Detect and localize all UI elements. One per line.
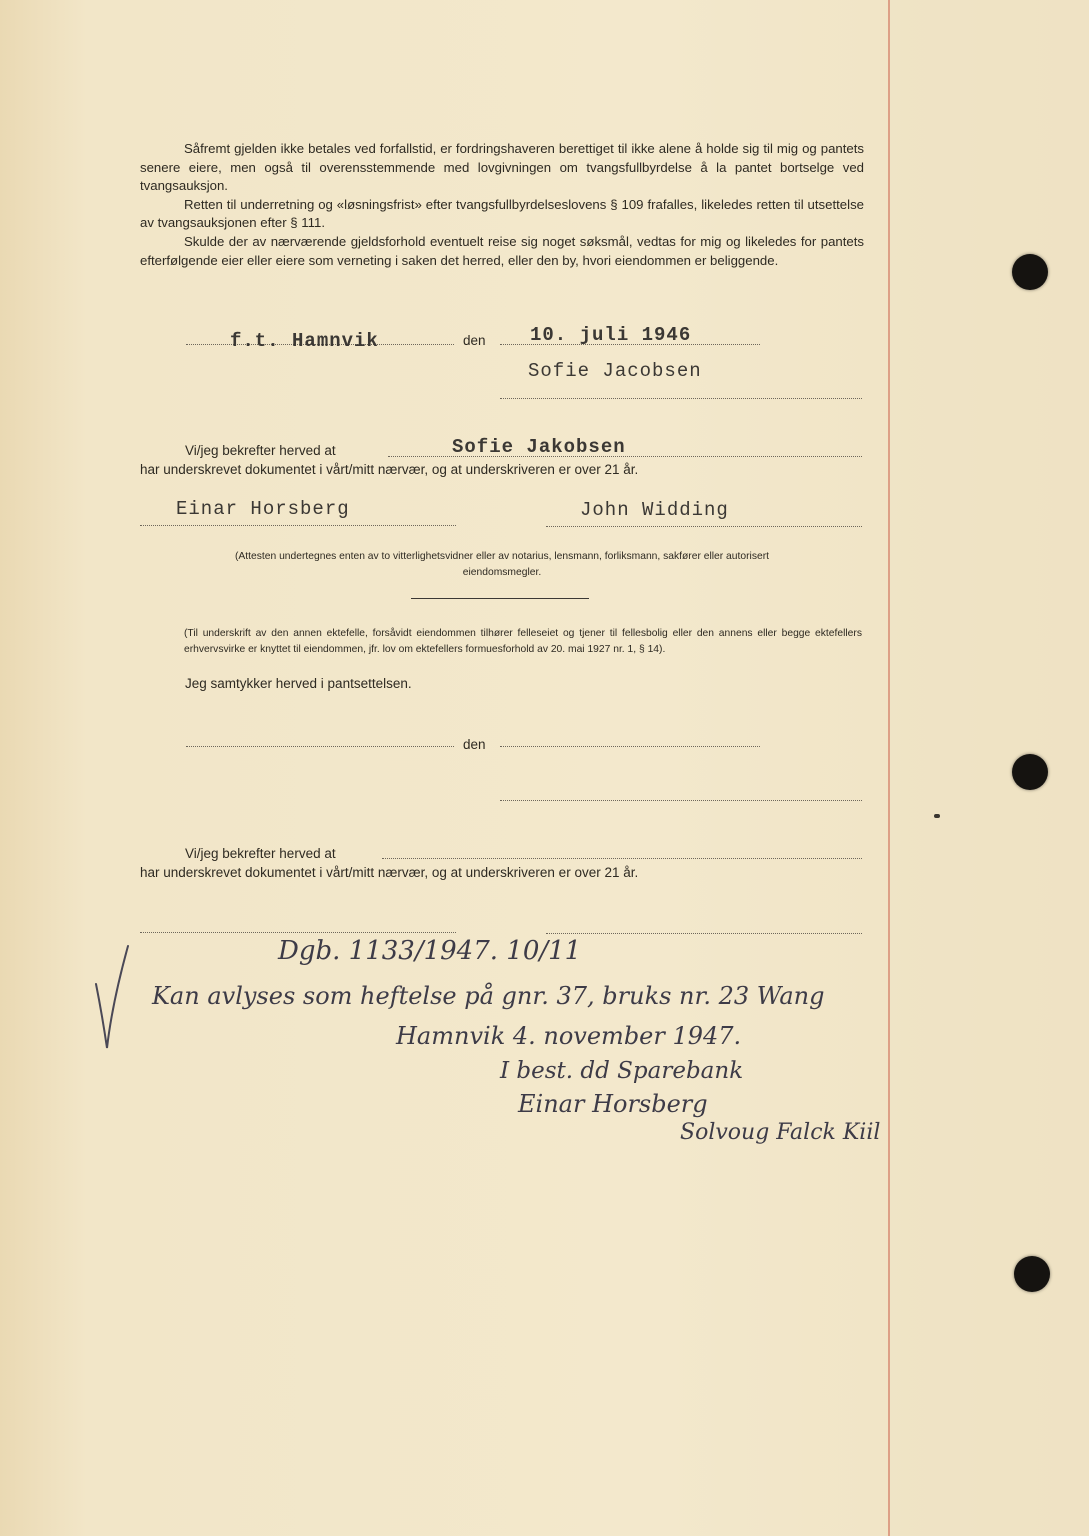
terms-paragraph-1: Såfremt gjelden ikke betales ved forfallstid, er fordringshaveren berettiget til ikke alene å holde sig til mig og pantets senere eiere, men også til overensstemmende med lovgivningen om tvangsfullbyrdelse å la pantet bortselge ved tvangsauksjon. — [140, 141, 864, 194]
attest-note: (Attesten undertegnes enten av to vitterlighetsvidner eller av notarius, lensmann, forliksmann, sakfører eller autorisert eiendomsmegler. — [235, 551, 769, 578]
date-typed: 10. juli 1946 — [530, 324, 692, 346]
handwritten-release-note: Kan avlyses som heftelse på gnr. 37, bruks nr. 23 Wang — [152, 982, 825, 1010]
attest-statement-1: har underskrevet dokumentet i vårt/mitt nærvær, og at underskriveren er over 21 år. — [140, 462, 639, 477]
ink-speck — [934, 814, 940, 818]
handwritten-bank: I best. dd Sparebank — [500, 1058, 744, 1084]
date-den-label: den — [463, 333, 486, 348]
witness-4-line — [546, 933, 862, 934]
attest-statement-2: har underskrevet dokumentet i vårt/mitt nærvær, og at underskriveren er over 21 år. — [140, 865, 639, 880]
place-typed: f.t. Hamnvik — [230, 330, 379, 352]
witness-1-line — [140, 525, 456, 526]
attested-name-typed: Sofie Jakobsen — [452, 436, 626, 458]
margin-strip — [890, 0, 1089, 1536]
signer-line — [500, 398, 862, 399]
signer-typed: Sofie Jacobsen — [528, 360, 702, 382]
witness-1-typed: Einar Horsberg — [176, 498, 350, 520]
terms-paragraph-2: Retten til underretning og «løsningsfrist» efter tvangsfullbyrdelseslovens § 109 frafalles, likeledes retten til utsettelse av tvangsauksjonen efter § 111. — [140, 196, 864, 231]
consent-place-line — [186, 746, 454, 747]
handwritten-signature-horsberg: Einar Horsberg — [518, 1090, 708, 1118]
handwritten-place-date: Hamnvik 4. november 1947. — [396, 1022, 742, 1050]
punch-hole-top — [1012, 254, 1048, 290]
spouse-note: (Til underskrift av den annen ektefelle, forsåvidt eiendommen tilhører felleseiet og tjener til fellesbolig eller den annens eller begge ektefellers erhvervsvirke er knyttet til eiendommen, jfr. lov om ektefellers formuesforhold av 20. mai 1927 nr. 1, § 14). — [184, 628, 862, 655]
red-margin-line — [888, 0, 890, 1536]
consent-text: Jeg samtykker herved i pantsettelsen. — [185, 676, 412, 691]
consent-den-label: den — [463, 737, 486, 752]
witness-2-line — [546, 526, 862, 527]
consent-date-line — [500, 746, 760, 747]
punch-hole-bottom — [1014, 1256, 1050, 1292]
witness-3-line — [140, 932, 456, 933]
confirm-line-2 — [382, 858, 862, 859]
divider-rule — [411, 598, 589, 599]
handwritten-journal-number: Dgb. 1133/1947. 10/11 — [278, 936, 582, 966]
punch-hole-middle — [1012, 754, 1048, 790]
confirm-label-1: Vi/jeg bekrefter herved at — [185, 443, 336, 458]
consent-signature-line — [500, 800, 862, 801]
confirm-label-2: Vi/jeg bekrefter herved at — [185, 846, 336, 861]
witness-2-typed: John Widding — [580, 499, 729, 521]
handwritten-signature-kiil: Solvoug Falck Kiil — [680, 1120, 881, 1145]
handwritten-check-mark — [92, 944, 132, 1054]
terms-paragraphs — [140, 140, 864, 270]
terms-paragraph-3: Skulde der av nærværende gjeldsforhold eventuelt reise sig noget søksmål, vedtas for mig og likeledes for pantets efterfølgende eier eller eiere som verneting i saken det herred, eller den by, hvori eiendommen er beliggende. — [140, 233, 864, 268]
